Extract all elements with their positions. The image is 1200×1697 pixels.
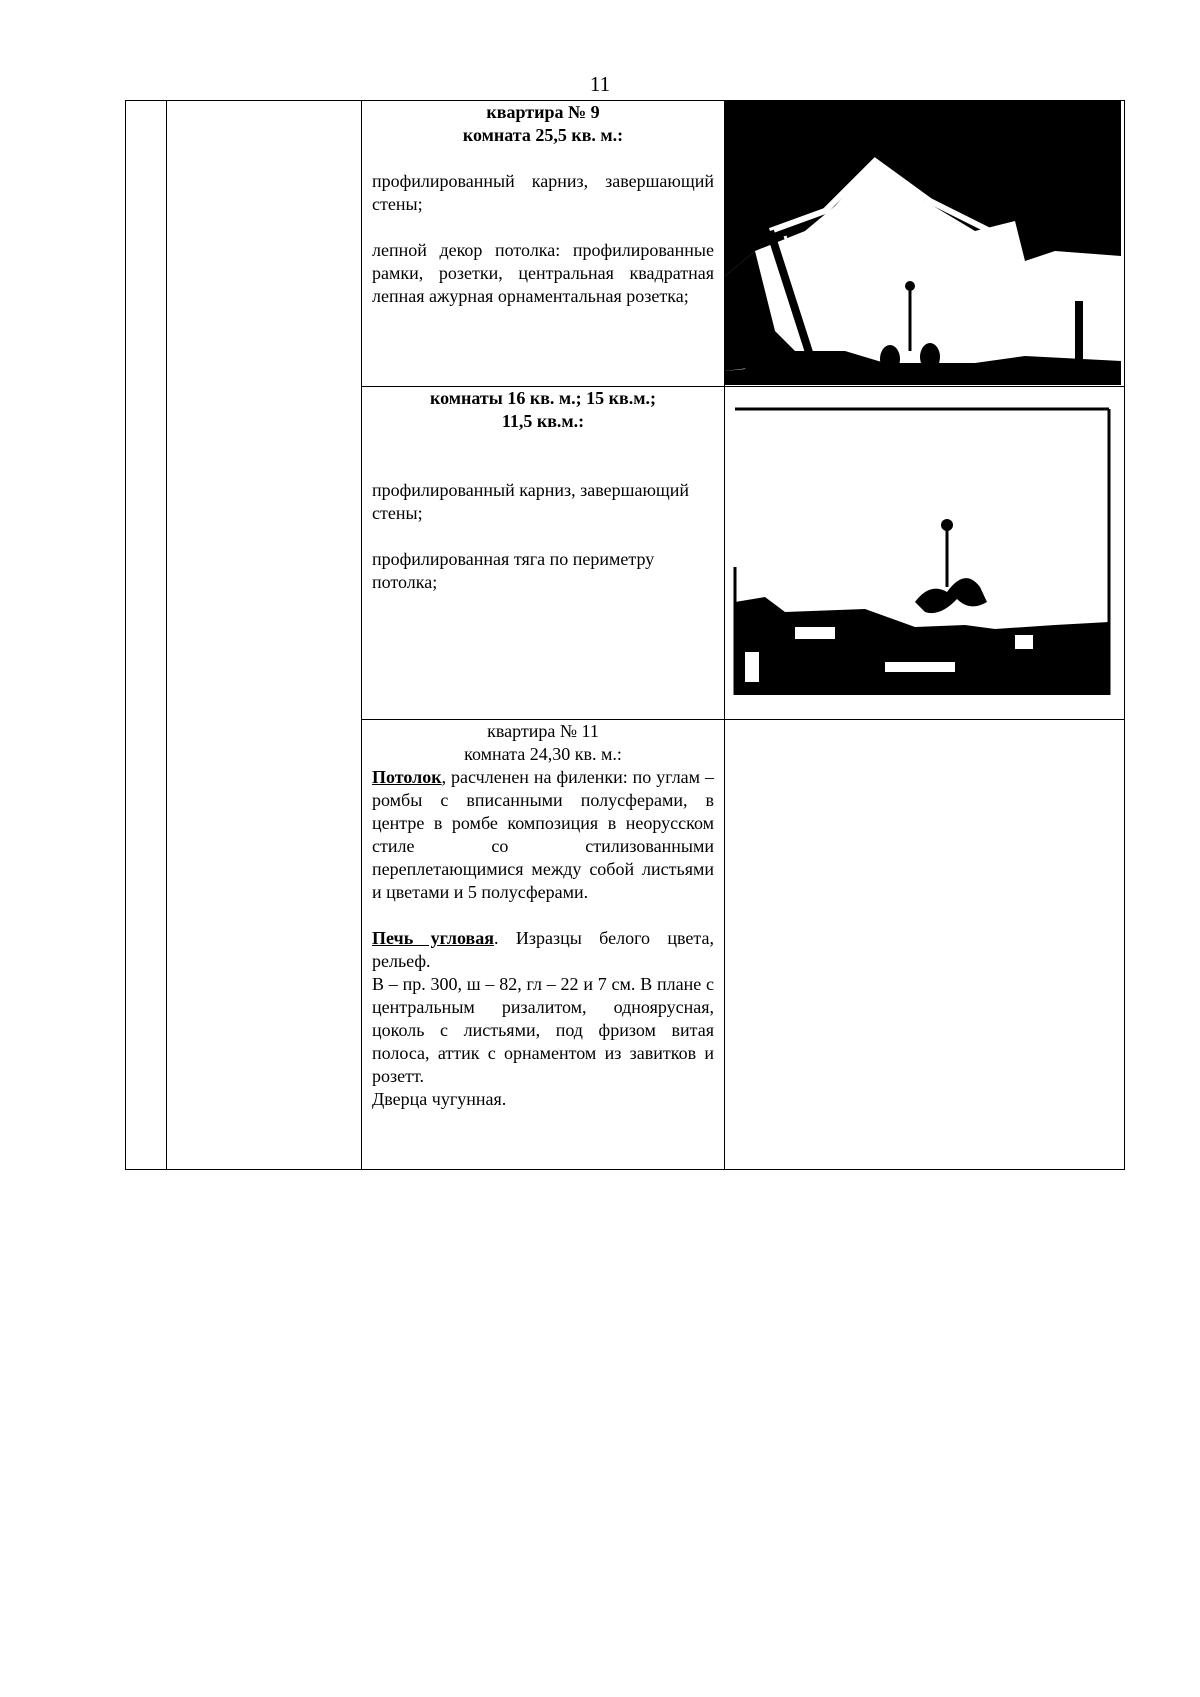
table-cell-photo [725,387,1125,720]
table-cell-description [362,101,725,387]
stove-text: . Изразцы белого цвета, рельеф. [372,928,714,971]
rooms-heading-cont: 11,5 кв.м.: [501,411,585,431]
table-row [126,101,1125,387]
table-cell-description [362,720,725,1170]
description-paragraph: профилированный карниз, завершающий стены; [372,171,714,214]
stove-dimensions: В – пр. 300, ш – 82, гл – 22 и 7 см. В плане с центральным ризалитом, одноярусная, цоколь с листьями, под фризом витая полоса, аттик с орнаментом из завитков и розетт. [372,974,714,1086]
ceiling-description [372,766,714,904]
monument-elements-table [125,100,1125,1170]
apartment-heading: квартира № 9 [486,102,600,122]
room-heading: комната 24,30 кв. м.: [464,744,622,764]
table-cell-photo [725,101,1125,387]
room-chandelier-photo [725,387,1121,717]
rooms-heading: комнаты 16 кв. м.; 15 кв.м.; [429,388,657,408]
description-paragraph: профилированный карниз, завершающий стены; [372,480,690,523]
ceiling-molding-photo [725,101,1121,385]
apartment-heading: квартира № 11 [487,721,599,741]
room-heading: комната 25,5 кв. м.: [462,125,624,145]
table-cell-description [362,387,725,720]
table-cell-photo-empty [725,720,1125,1170]
description-paragraph: лепной декор потолка: профилированные рамки, розетки, центральная квадратная лепная ажурная орнаментальная розетка; [372,240,714,306]
stove-door: Дверца чугунная. [372,1089,507,1109]
stove-label: Печь угловая [372,928,494,948]
ceiling-label: Потолок [372,767,442,787]
description-paragraph: профилированная тяга по периметру потолка; [372,549,655,592]
table-cell-number [126,101,167,1170]
ceiling-text: , расчленен на филенки: по углам – ромбы с вписанными полусферами, в центре в ромбе композиция в неорусском стиле со стилизованными переплетающимися между собой листьями и цветами и 5 полусферами. [372,767,714,902]
table-cell-name [167,101,362,1170]
page-number: 11 [589,72,611,96]
stove-description [372,927,714,973]
